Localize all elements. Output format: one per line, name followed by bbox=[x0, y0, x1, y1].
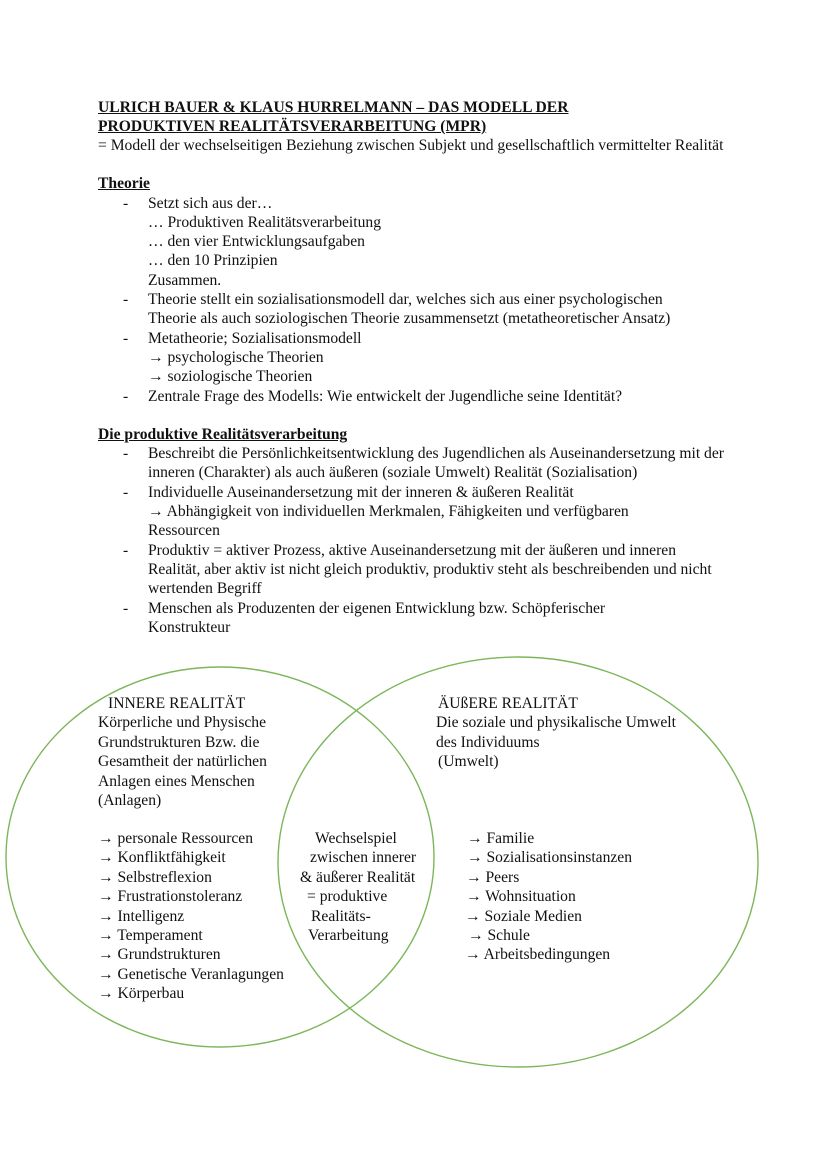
bullet-subline: → soziologische Theorien bbox=[148, 368, 313, 386]
document-subtitle: = Modell der wechselseitigen Beziehung zwischen Subjekt und gesellschaftlich vermittelter Realität bbox=[98, 137, 724, 154]
document-title bbox=[98, 98, 748, 136]
inner-description-line: Gesamtheit der natürlichen bbox=[98, 753, 267, 771]
inner-item: → personale Ressourcen bbox=[98, 830, 254, 847]
outer-reality-items bbox=[465, 829, 632, 965]
list-item bbox=[98, 483, 678, 541]
list-item bbox=[98, 541, 728, 599]
inner-reality-items bbox=[98, 829, 284, 1004]
bullet-dash: - bbox=[123, 387, 129, 405]
title-line-2: PRODUKTIVEN REALITÄTSVERARBEITUNG (MPR) bbox=[98, 118, 487, 135]
bullet-dash: - bbox=[123, 541, 129, 559]
inner-item: → Konfliktfähigkeit bbox=[98, 849, 226, 867]
inner-item: → Grundstrukturen bbox=[98, 946, 221, 964]
inner-item: → Körperbau bbox=[98, 985, 185, 1003]
inner-item: → Temperament bbox=[98, 927, 203, 945]
bullet-subline: → psychologische Theorien bbox=[148, 348, 324, 366]
inner-description-line: Grundstrukturen Bzw. die bbox=[98, 733, 260, 751]
list-item bbox=[98, 387, 748, 406]
outer-description-line: Die soziale und physikalische Umwelt bbox=[436, 714, 676, 732]
outer-item: → Soziale Medien bbox=[465, 907, 582, 925]
inner-description-line: Anlagen eines Menschen bbox=[98, 772, 255, 790]
outer-item: → Wohnsituation bbox=[466, 888, 576, 906]
bullet-dash: - bbox=[123, 483, 129, 501]
overlap-line: Verarbeitung bbox=[308, 927, 389, 945]
inner-item: → Genetische Veranlagungen bbox=[98, 965, 284, 983]
bullet-text: Produktiv = aktiver Prozess, aktive Auseinandersetzung mit der äußeren und inneren Realität, aber aktiv ist nicht gleich produktiv, produktiv steht als beschreibenden und nicht wertenden Begriff bbox=[148, 541, 712, 598]
bullet-dash: - bbox=[123, 599, 129, 617]
bullet-dash: - bbox=[123, 329, 129, 347]
inner-item: → Selbstreflexion bbox=[98, 868, 212, 886]
outer-reality-block bbox=[436, 694, 676, 772]
bullet-text: Beschreibt die Persönlichkeitsentwicklung des Jugendlichen als Auseinandersetzung mit der inneren (Charakter) als auch äußeren (soziale Umwelt) Realität (Sozialisation) bbox=[148, 445, 724, 482]
document-page bbox=[98, 98, 748, 637]
inner-item: → Intelligenz bbox=[98, 907, 185, 925]
overlap-block bbox=[300, 829, 416, 945]
bullet-text: Theorie stellt ein sozialisationsmodell dar, welches sich aus einer psychologischen Theorie als auch soziologischen Theorie zusammensetzt (metatheoretischer Ansatz) bbox=[148, 291, 671, 328]
bullet-text: Zentrale Frage des Modells: Wie entwickelt der Jugendliche seine Identität? bbox=[148, 387, 623, 405]
bullet-subline: … den 10 Prinzipien bbox=[148, 252, 278, 270]
title-line-1: ULRICH BAUER & KLAUS HURRELMANN – DAS MODELL DER bbox=[98, 99, 569, 116]
bullet-text: Menschen als Produzenten der eigenen Entwicklung bzw. Schöpferischer Konstrukteur bbox=[148, 599, 606, 636]
list-item bbox=[98, 290, 708, 329]
theorie-bullet-list bbox=[98, 194, 748, 406]
inner-description-line: Körperliche und Physische bbox=[98, 714, 267, 732]
bullet-dash: - bbox=[123, 291, 129, 309]
realitaetsverarbeitung-bullet-list bbox=[98, 444, 748, 637]
overlap-line: & äußerer Realität bbox=[300, 868, 416, 886]
bullet-dash: - bbox=[123, 194, 129, 212]
outer-item: → Schule bbox=[468, 927, 530, 945]
overlap-line: zwischen innerer bbox=[310, 849, 417, 867]
outer-item: → Sozialisationsinstanzen bbox=[467, 849, 633, 867]
bullet-text: Setzt sich aus der… bbox=[148, 194, 273, 212]
bullet-text: Metatheorie; Sozialisationsmodell bbox=[148, 329, 362, 347]
inner-description-line: (Anlagen) bbox=[98, 792, 162, 810]
list-item bbox=[98, 194, 748, 290]
bullet-dash: - bbox=[123, 445, 129, 463]
outer-item: → Familie bbox=[467, 830, 535, 847]
bullet-subline: … den vier Entwicklungsaufgaben bbox=[148, 233, 365, 251]
bullet-subline: Zusammen. bbox=[148, 271, 222, 289]
inner-reality-block bbox=[98, 694, 267, 810]
inner-reality-title: INNERE REALITÄT bbox=[108, 695, 246, 712]
list-item bbox=[98, 599, 668, 638]
overlap-line: = produktive bbox=[307, 888, 388, 906]
bullet-subline: … Produktiven Realitätsverarbeitung bbox=[148, 213, 381, 231]
overlap-line: Wechselspiel bbox=[315, 830, 397, 847]
list-item bbox=[98, 444, 728, 483]
outer-reality-title: ÄUßERE REALITÄT bbox=[438, 695, 578, 712]
bullet-text: Individuelle Auseinandersetzung mit der inneren & äußeren Realität bbox=[148, 483, 574, 501]
section-heading-theorie: Theorie bbox=[98, 175, 150, 193]
outer-description-line: (Umwelt) bbox=[438, 753, 499, 771]
section-heading-produktive-realitaetsverarbeitung: Die produktive Realitätsverarbeitung bbox=[98, 425, 348, 443]
inner-item: → Frustrationstoleranz bbox=[98, 888, 243, 906]
outer-description-line: des Individuums bbox=[436, 733, 540, 751]
list-item bbox=[98, 329, 748, 387]
bullet-subline: → Abhängigkeit von individuellen Merkmalen, Fähigkeiten und verfügbaren Ressourcen bbox=[148, 503, 629, 540]
outer-item: → Arbeitsbedingungen bbox=[465, 946, 611, 964]
overlap-line: Realitäts- bbox=[311, 907, 371, 925]
outer-item: → Peers bbox=[466, 868, 520, 886]
